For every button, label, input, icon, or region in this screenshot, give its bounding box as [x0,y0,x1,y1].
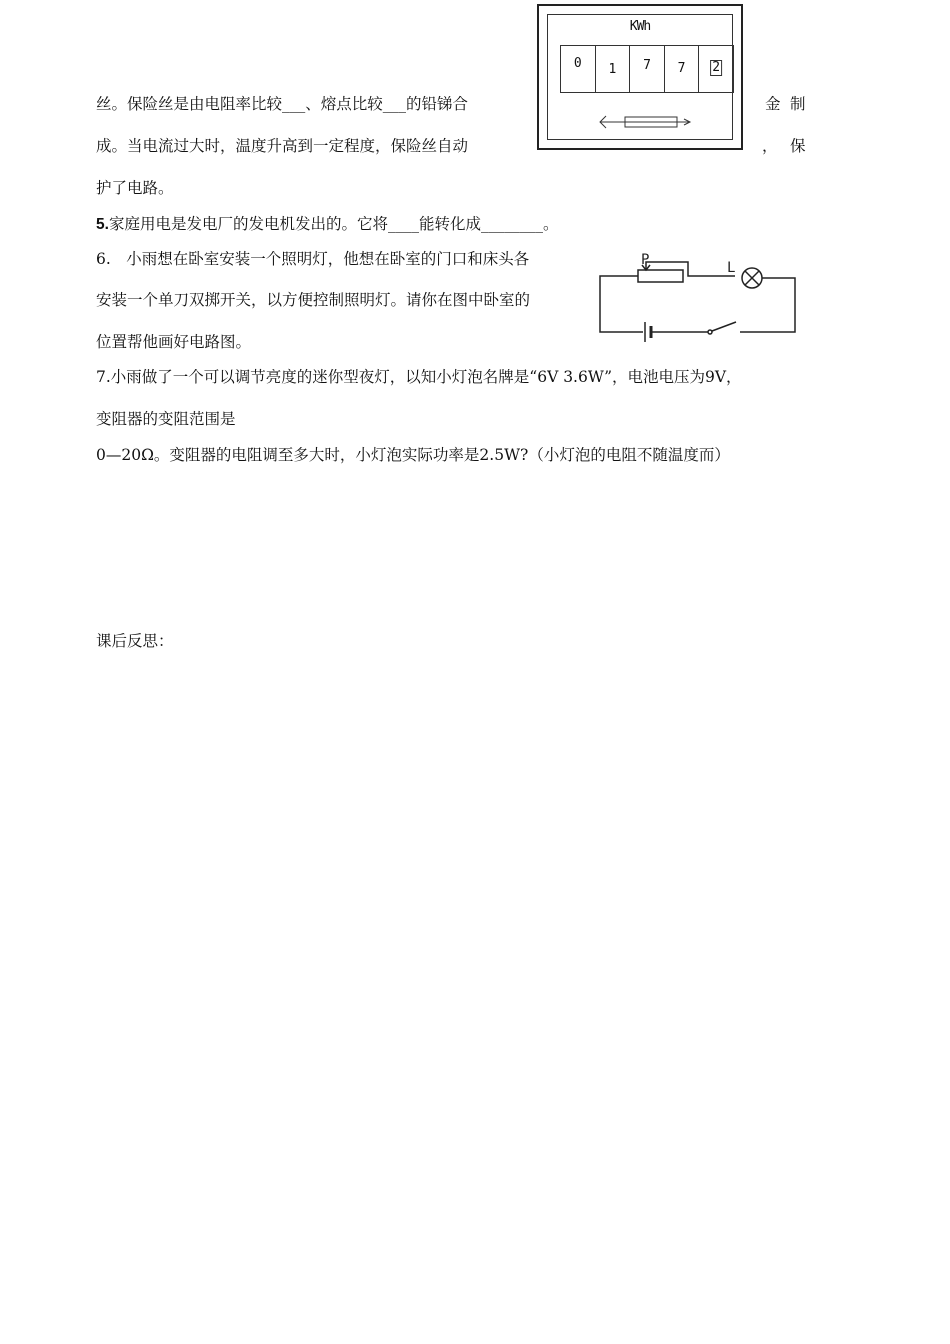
q4-line-1-word-zhi: 制 [790,95,806,113]
meter-rotor-icon [598,110,698,134]
q5-number: 5. [96,216,109,233]
label-l: L [727,260,736,276]
reflection-label: 课后反思： [96,632,174,650]
q4-line-2-comma: ， [762,137,778,155]
circuit-wire [740,278,795,332]
rheostat-icon [638,270,683,282]
meter-digit-decimal: 2 [712,60,721,75]
meter-digit: 1 [596,46,631,92]
q4-line-2-word-bao: 保 [790,137,806,155]
meter-digit-window [560,45,734,93]
q4-line-1-word-jin: 金 [765,95,781,113]
circuit-wire [600,279,643,332]
q7-line-2: 变阻器的变阻范围是 [96,410,236,428]
q7-line-3: 0—20Ω。变阻器的电阻调至多大时，小灯泡实际功率是2.5W?（小灯泡的电阻不随温度而） [96,446,730,464]
q5-text: 5.家庭用电是发电厂的发电机发出的。它将____能转化成________。 [96,215,559,233]
electricity-meter-figure [537,4,743,150]
meter-unit-label: KWh [629,19,651,34]
meter-face [547,14,733,140]
meter-digit: 7 [665,46,700,92]
circuit-wire [600,276,638,279]
meter-digit: 0 [561,46,596,92]
q6-line-3: 位置帮他画好电路图。 [96,333,252,351]
switch-icon [712,322,736,331]
meter-digit: 7 [630,46,665,92]
label-p: P [641,252,650,268]
q6-line-1: 6. 小雨想在卧室安装一个照明灯，他想在卧室的门口和床头各 [96,250,530,268]
q4-line-2: 成。当电流过大时，温度升高到一定程度，保险丝自动 [96,137,469,155]
circuit-diagram [590,246,805,350]
q4-line-1: 丝。保险丝是由电阻率比较___、熔点比较___的铅锑合 [96,95,469,113]
q6-line-2: 安装一个单刀双掷开关，以方便控制照明灯。请你在图中卧室的 [96,291,531,309]
rheostat-slider-wire [646,262,735,276]
q4-line-3: 护了电路。 [96,179,174,197]
q7-line-1: 7.小雨做了一个可以调节亮度的迷你型夜灯，以知小灯泡名牌是“6V 3.6W”，电池电压为9V， [96,368,742,386]
